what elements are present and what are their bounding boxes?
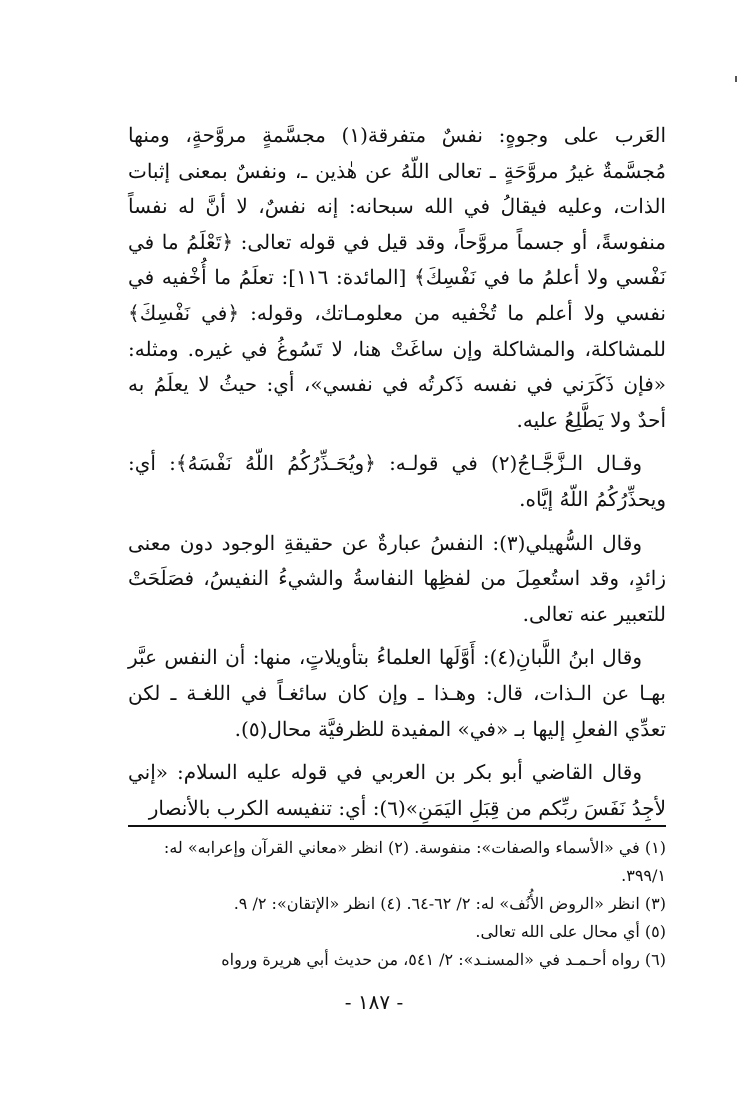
footnote-line: (٥) أي محال على الله تعالى. [475,922,666,941]
footnote-line: (٦) رواه أحـمـد في «المسنـد»: ٢/ ٥٤١، من حديث أبي هريرة ورواه [221,950,666,969]
footnote-line: (٣) انظر «الروض الأُنُف» له: ٢/ ٦٢-٦٤. (٤) انظر «الإتقان»: ٢/ ٩. [233,894,666,913]
main-text [128,118,666,834]
footnote-line: ٣٩٩/١. [621,866,666,885]
margin-mark [735,76,737,82]
footnote-line: (١) في «الأسماء والصفات»: منفوسة. (٢) انظر «معاني القرآن وإعرابه» له: [163,838,666,857]
footnote-separator [128,825,666,827]
paragraph-3: وقال السُّهيلي(٣): النفسُ عبارةٌ عن حقيقةِ الوجود دون معنى زائدٍ، وقد استُعمِلَ من لفظِها النفاسةُ والشيءُ النفيسُ، فصَلَحَتْ للتعبير عنه تعالى. [128,530,666,626]
page-number: - ١٨٧ - [344,990,404,1014]
paragraph-4: وقال ابنُ اللَّبانِ(٤): أَوَّلَها العلماءُ بتأويلاتٍ، منها: أن النفس عبَّر بهـا عن الـذات، قال: وهـذا ـ وإن كان سائغـاً في اللغـة ـ لكن تعدِّي الفعلِ إليها بـ «في» المفيدة للظرفيَّة محال(٥). [128,645,666,741]
paragraph-1: العَرب على وجوهٍ: نفسٌ متفرقة(١) مجسَّمةٍ مروَّحةٍ، ومنها مُجسَّمةٌ غيرُ مروَّحَةٍ ـ تعالى اللّهُ عن هٰذين ـ، ونفسٌ بمعنى إثبات الذات، وعليه فيقالُ في الله سبحانه: إنه نفسٌ، لا أنَّ له نفساً منفوسةً، أو جسماً مروَّحاً، وقد قيل في قوله تعالى: ﴿تَعْلَمُ ما في نَفْسي ولا أعلمُ ما في نَفْسِكَ﴾ [المائدة: ١١٦]: تعلَمُ ما أُخْفيه في نفسي ولا أعلم ما تُخْفيه من معلومـاتك، وقوله: ﴿في نَفْسِكَ﴾ للمشاكلة، والمشاكلة وإن ساغَتْ هنا، لا تَسُوغُ في غيره. ومثله: «فإن ذَكَرَني في نفسه ذَكرتُه في نفسي»، أي: حيثُ لا يعلَمُ به أحدٌ ولا يَطَّلِعُ عليه. [128,123,666,432]
paragraph-5: وقال القاضي أبو بكر بن العربي في قوله عليه السلام: «إني لأجِدُ نَفَسَ ربِّكم من قِبَلِ اليَمَنِ»(٦): أي: تنفيسه الكرب بالأنصار [128,760,666,820]
footnotes [128,834,666,974]
paragraph-2: وقـال الـزَّجَّـاجُ(٢) في قولـه: ﴿ويُحَـذِّرُكُمُ اللّهُ نَفْسَهُ﴾: أي: ويحذِّرُكُمُ اللّهُ إيَّاه. [128,451,666,511]
